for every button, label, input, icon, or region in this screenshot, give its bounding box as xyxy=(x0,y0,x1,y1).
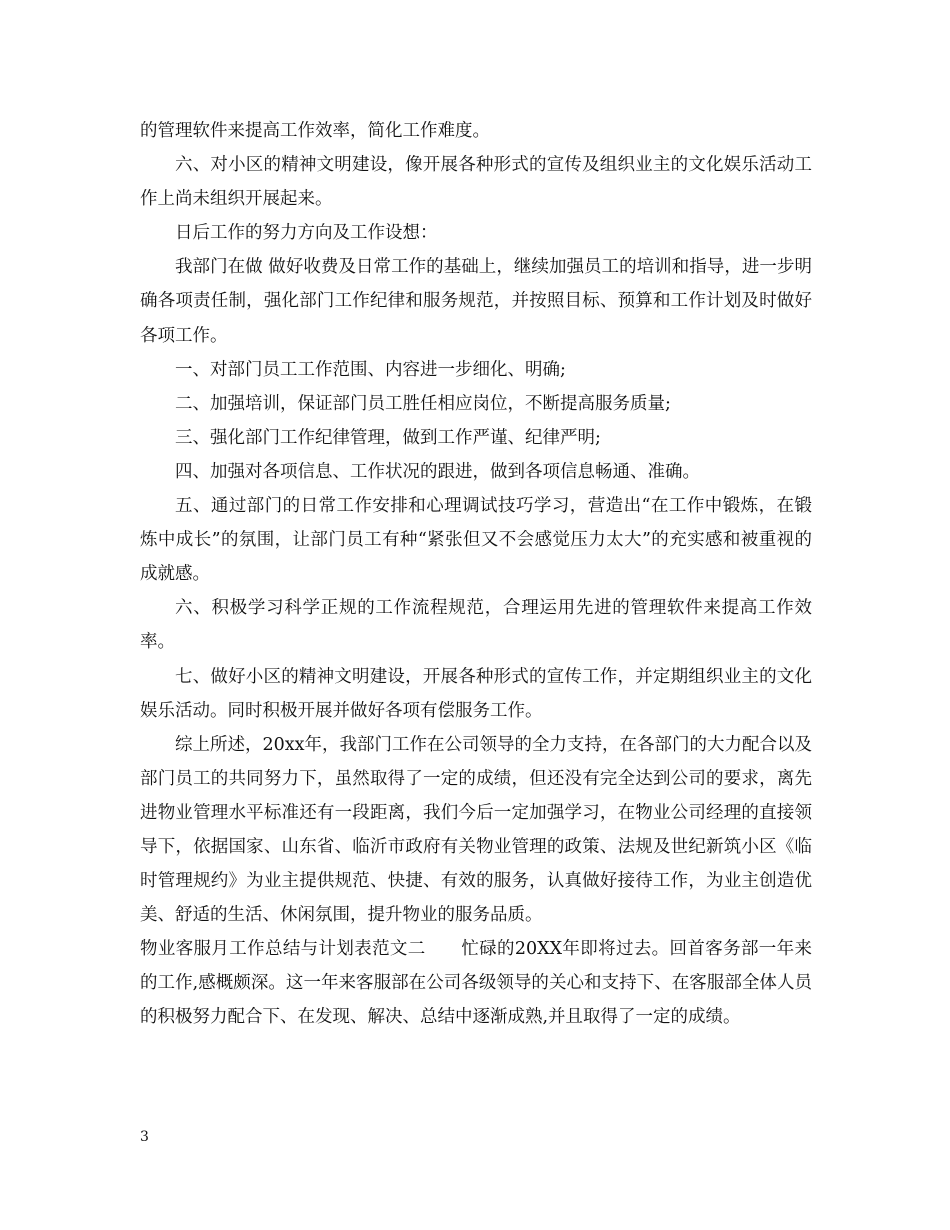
paragraph: 四、加强对各项信息、工作状况的跟进，做到各项信息畅通、准确。 xyxy=(175,461,700,482)
paragraph: 日后工作的努力方向及工作设想： xyxy=(175,223,438,244)
paragraph: 二、加强培训，保证部门员工胜任相应岗位，不断提高服务质量; xyxy=(175,393,671,414)
paragraph: 七、做好小区的精神文明建设，开展各种形式的宣传工作，并定期组织业主的文化娱乐活动。同时积极开展并做好各项有偿服务工作。 xyxy=(140,666,812,721)
paragraph: 三、强化部门工作纪律管理，做到工作严谨、纪律严明; xyxy=(175,427,601,448)
paragraph: 六、积极学习科学正规的工作流程规范，合理运用先进的管理软件来提高工作效率。 xyxy=(140,598,812,653)
paragraph: 物业客服月工作总结与计划表范文二 忙碌的20XX年即将过去。回首客务部一年来的工作,感概颇深。这一年来客服部在公司各级领导的关心和支持下、在客服部全体人员的积极努力配合下、在发现、解决、总结中逐渐成熟,并且取得了一定的成绩。 xyxy=(140,939,812,1028)
paragraph: 我部门在做 做好收费及日常工作的基础上，继续加强员工的培训和指导，进一步明确各项责任制，强化部门工作纪律和服务规范，并按照目标、预算和工作计划及时做好各项工作。 xyxy=(140,257,812,346)
paragraph: 综上所述，20xx年，我部门工作在公司领导的全力支持，在各部门的大力配合以及部门员工的共同努力下，虽然取得了一定的成绩，但还没有完全达到公司的要求，离先进物业管理水平标准还有一段距离，我们今后一定加强学习，在物业公司经理的直接领导下，依据国家、山东省、临沂市政府有关物业管理的政策、法规及世纪新筑小区《临时管理规约》为业主提供规范、快捷、有效的服务，认真做好接待工作，为业主创造优美、舒适的生活、休闲氛围，提升物业的服务品质。 xyxy=(140,734,813,926)
page-number: 3 xyxy=(140,1129,149,1145)
paragraph: 六、对小区的精神文明建设，像开展各种形式的宣传及组织业主的文化娱乐活动工作上尚未组织开展起来。 xyxy=(140,155,812,210)
paragraph: 的管理软件来提高工作效率，简化工作难度。 xyxy=(140,121,490,141)
paragraph: 一、对部门员工工作范围、内容进一步细化、明确; xyxy=(175,359,566,380)
body-text xyxy=(140,114,812,1035)
paragraph: 五、通过部门的日常工作安排和心理调试技巧学习，营造出“在工作中锻炼，在锻炼中成长”的氛围，让部门员工有种“紧张但又不会感觉压力太大”的充实感和被重视的成就感。 xyxy=(140,496,812,585)
